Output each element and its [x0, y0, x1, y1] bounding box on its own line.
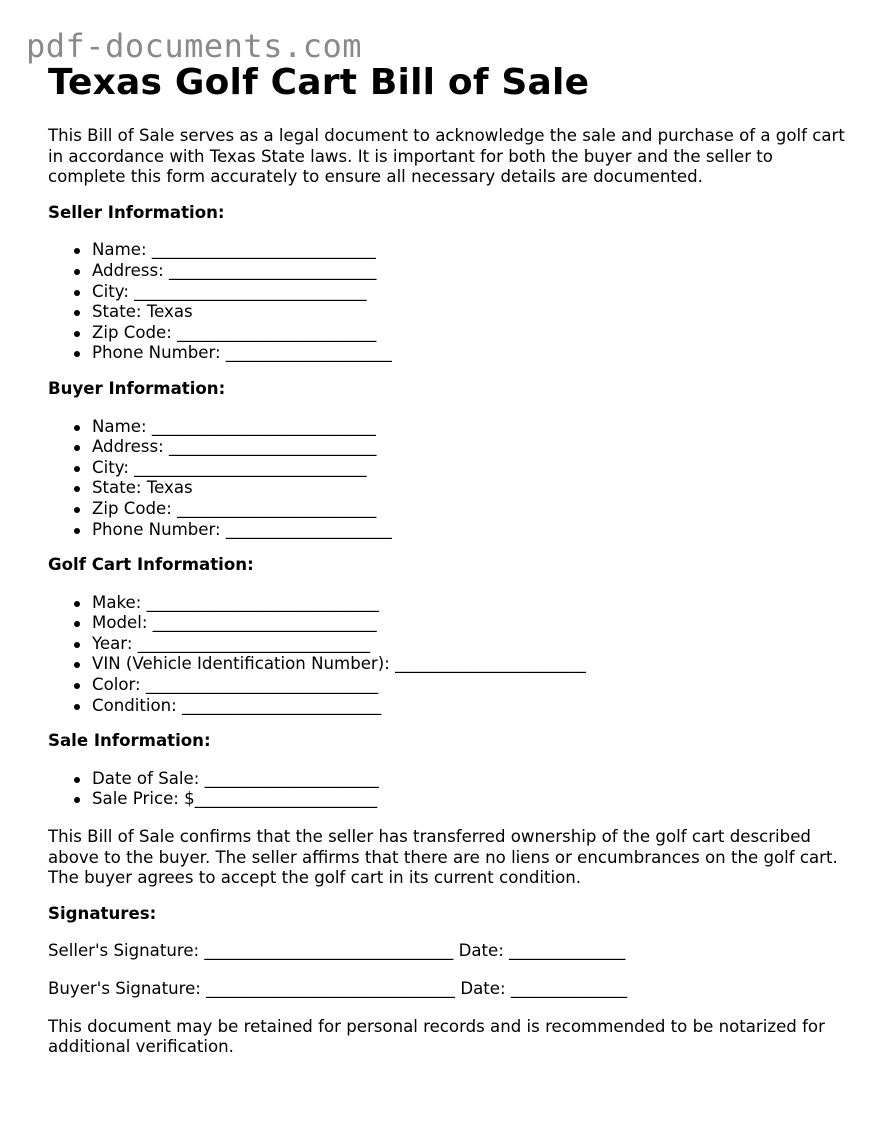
signatures-section-heading: Signatures:	[48, 903, 157, 923]
buyer-section-heading: Buyer Information:	[48, 378, 226, 398]
sale-section-heading: Sale Information:	[48, 731, 211, 751]
cart-section-heading: Golf Cart Information:	[48, 555, 254, 575]
cart-condition-field: Condition: ________________________	[92, 696, 848, 717]
seller-address-field: Address: _________________________	[92, 261, 848, 282]
buyer-zip-field: Zip Code: ________________________	[92, 499, 848, 520]
seller-zip-field: Zip Code: ________________________	[92, 323, 848, 344]
intro-paragraph: This Bill of Sale serves as a legal document to acknowledge the sale and purchase of a golf cart in accordance with Texas State laws. It is important for both the buyer and the seller to complete this form accurately to ensure all necessary details are documented.	[48, 126, 845, 187]
document-title: Texas Golf Cart Bill of Sale	[48, 62, 590, 103]
cart-vin-field: VIN (Vehicle Identification Number): _______________________	[92, 654, 848, 675]
transfer-statement: This Bill of Sale confirms that the seller has transferred ownership of the golf cart described above to the buyer. The seller affirms that there are no liens or encumbrances on the golf cart. The buyer agrees to accept the golf cart in its current condition.	[48, 827, 838, 888]
buyer-phone-field: Phone Number: ____________________	[92, 520, 848, 541]
buyer-address-field: Address: _________________________	[92, 437, 848, 458]
buyer-signature-line: Buyer's Signature: ______________________________ Date: ______________	[48, 979, 628, 998]
cart-model-field: Model: ___________________________	[92, 613, 848, 634]
buyer-name-field: Name: ___________________________	[92, 417, 848, 438]
sale-price-field: Sale Price: $______________________	[92, 789, 848, 810]
buyer-field-list	[48, 417, 848, 541]
closing-paragraph: This document may be retained for personal records and is recommended to be notarized for additional verification.	[48, 1016, 825, 1057]
seller-city-field: City: ____________________________	[92, 282, 848, 303]
document-body	[48, 60, 848, 1058]
buyer-state-field: State: Texas	[92, 478, 848, 499]
cart-make-field: Make: ____________________________	[92, 593, 848, 614]
seller-phone-field: Phone Number: ____________________	[92, 343, 848, 364]
sale-date-field: Date of Sale: _____________________	[92, 769, 848, 790]
seller-state-field: State: Texas	[92, 302, 848, 323]
seller-field-list	[48, 240, 848, 364]
cart-color-field: Color: ____________________________	[92, 675, 848, 696]
cart-year-field: Year: ____________________________	[92, 634, 848, 655]
seller-name-field: Name: ___________________________	[92, 240, 848, 261]
seller-section-heading: Seller Information:	[48, 202, 225, 222]
sale-field-list	[48, 769, 848, 810]
seller-signature-line: Seller's Signature: ______________________________ Date: ______________	[48, 941, 626, 961]
buyer-city-field: City: ____________________________	[92, 458, 848, 479]
watermark-text: pdf-documents.com	[26, 27, 363, 65]
cart-field-list	[48, 593, 848, 717]
